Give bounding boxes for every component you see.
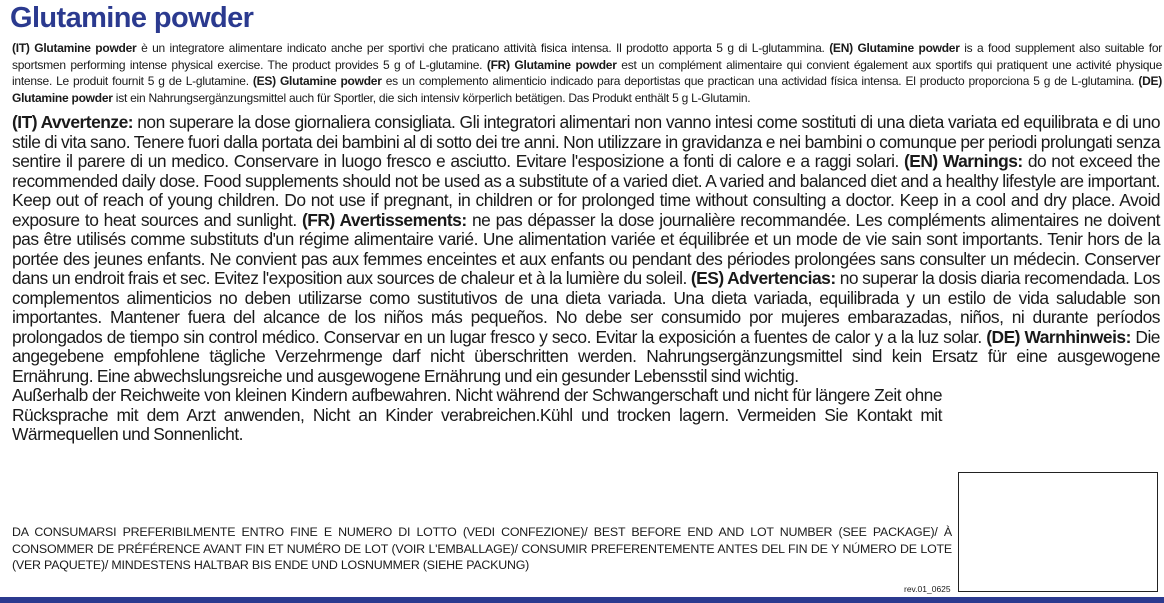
intro-fr-text: est un complément alimentaire qui convient également aux sportifs qui pratiquent une activité physique intense. Le produit fournit 5 g de L-glutamine. bbox=[12, 57, 1163, 88]
product-title: Glutamine powder bbox=[10, 2, 254, 34]
warnings-it-heading: (IT) Avvertenze: bbox=[12, 112, 134, 132]
warnings-it-text: non superare la dose giornaliera consigliata. Gli integratori alimentari non vanno intesi come sostituti di una dieta variata ed equilibrata e di uno stile di vita sano. Tenere fuori dalla portata dei bambini al di sotto dei tre anni. Non utilizzare in gravidanza e nei bambini o comunque per periodi prolungati senza sentire il parere di un medico. Conservare in luogo fresco e asciutto. Evitare l'esposizione a fonti di calore e a raggi solari. bbox=[12, 112, 1160, 171]
best-before-notice: DA CONSUMARSI PREFERIBILMENTE ENTRO FINE E NUMERO DI LOTTO (VEDI CONFEZIONE)/ BEST BEFORE END AND LOT NUMBER (SEE PACKAGE)/ À CONSOMMER DE PRÉFÉRENCE AVANT FIN ET NUMÉRO DE LOT (VOIR L'EMBALLAGE)/ CONSUMIR PREFERENTEMENTE ANTES DEL FIN DE Y NÚMERO DE LOTE (VER PAQUETE)/ MINDESTENS HALTBAR BIS ENDE UND LOSNUMMER (SIEHE PACKUNG) bbox=[12, 525, 952, 572]
warnings-de-heading: (DE) Warnhinweis: bbox=[986, 326, 1131, 347]
intro-en-text: is a food supplement also suitable for sportsmen performing intense physical exercise. The product provides 5 g of L-glutamine. bbox=[12, 41, 1162, 72]
intro-it-heading: (IT) Glutamine powder bbox=[12, 41, 137, 55]
product-description bbox=[12, 40, 1162, 106]
lot-number-box bbox=[958, 472, 1158, 592]
warnings-de-text-b: Außerhalb der Reichweite von kleinen Kindern aufbewahren. Nicht während der Schwangerschaft und nicht für längere Zeit ohne Rücksprache mit dem Arzt anwenden, Nicht an Kinder verabreichen.Kühl und trocken lagern. Vermeiden Sie Kontakt mit Wärmequellen und Sonnenlicht. bbox=[12, 385, 942, 444]
bottom-color-bar bbox=[0, 597, 1164, 603]
warnings-fr-heading: (FR) Avertissements: bbox=[302, 209, 467, 230]
intro-it-text: è un integratore alimentare indicato anche per sportivi che praticano attività fisica intensa. Il prodotto apporta 5 g di L-glutammina. bbox=[136, 41, 830, 55]
warnings-fr-text: ne pas dépasser la dose journalière recommandée. Les compléments alimentaires ne doivent pas être utilisés comme substituts d'un régime alimentaire varié. Une alimentation variée et équilibrée et un mode de vie sain sont importants. Tenir hors de la portée des jeunes enfants. Ne convient pas aux femmes enceintes et aux enfants ou pendant des périodes prolongées sans consulter un médecin. Conserver dans un endroit frais et sec. Evitez l'exposition aux sources de chaleur et à la lumière du soleil. bbox=[12, 209, 1160, 288]
warnings-es-text: no superar la dosis diaria recomendada. Los complementos alimenticios no deben utilizarse como sustitutivos de una dieta variada. Una dieta variada, equilibrada y un estilo de vida saludable son importantes. Mantener fuera del alcance de los niños más pequeños. No debe ser consumido por mujeres embarazadas, niños, ni durante períodos prolongados de tiempo sin control médico. Conservar en un lugar fresco y seco. Evitar la exposición a fuentes de calor y a la luz solar. bbox=[12, 268, 1160, 347]
intro-en-heading: (EN) Glutamine powder bbox=[829, 41, 960, 55]
intro-es-text: es un complemento alimenticio indicado para deportistas que practican una actividad física intensa. El producto proporciona 5 g de L-glutamina. bbox=[381, 74, 1139, 88]
warnings-es-heading: (ES) Advertencias: bbox=[690, 268, 836, 288]
warnings-en-heading: (EN) Warnings: bbox=[903, 151, 1023, 171]
warnings-de-text-a: Die angegebene empfohlene tägliche Verzehrmenge darf nicht überschritten werden. Nahrungsergänzungsmittel sind kein Ersatz für eine ausgewogene Ernährung. Eine abwechslungsreiche und ausgewogene Ernährung und ein gesunder Lebensstil sind wichtig. bbox=[12, 326, 1160, 386]
intro-es-heading: (ES) Glutamine powder bbox=[252, 74, 382, 88]
warnings-section bbox=[12, 113, 1160, 445]
warnings-en-text: do not exceed the recommended daily dose. Food supplements should not be used as a substitute of a varied diet. A varied and balanced diet and a healthy lifestyle are important. Keep out of reach of young children. Do not use if pregnant, in children or for prolonged time without consulting a doctor. Keep in a cool and dry place. Avoid exposure to heat sources and sunlight. bbox=[12, 151, 1160, 230]
revision-code: rev.01_0625 bbox=[904, 584, 951, 594]
intro-de-heading: (DE) Glutamine powder bbox=[12, 74, 1162, 105]
intro-fr-heading: (FR) Glutamine powder bbox=[486, 57, 617, 72]
intro-de-text: ist ein Nahrungsergänzungsmittel auch für Sportler, die sich intensiv körperlich betätigen. Das Produkt enthält 5 g L-Glutamin. bbox=[112, 90, 751, 105]
